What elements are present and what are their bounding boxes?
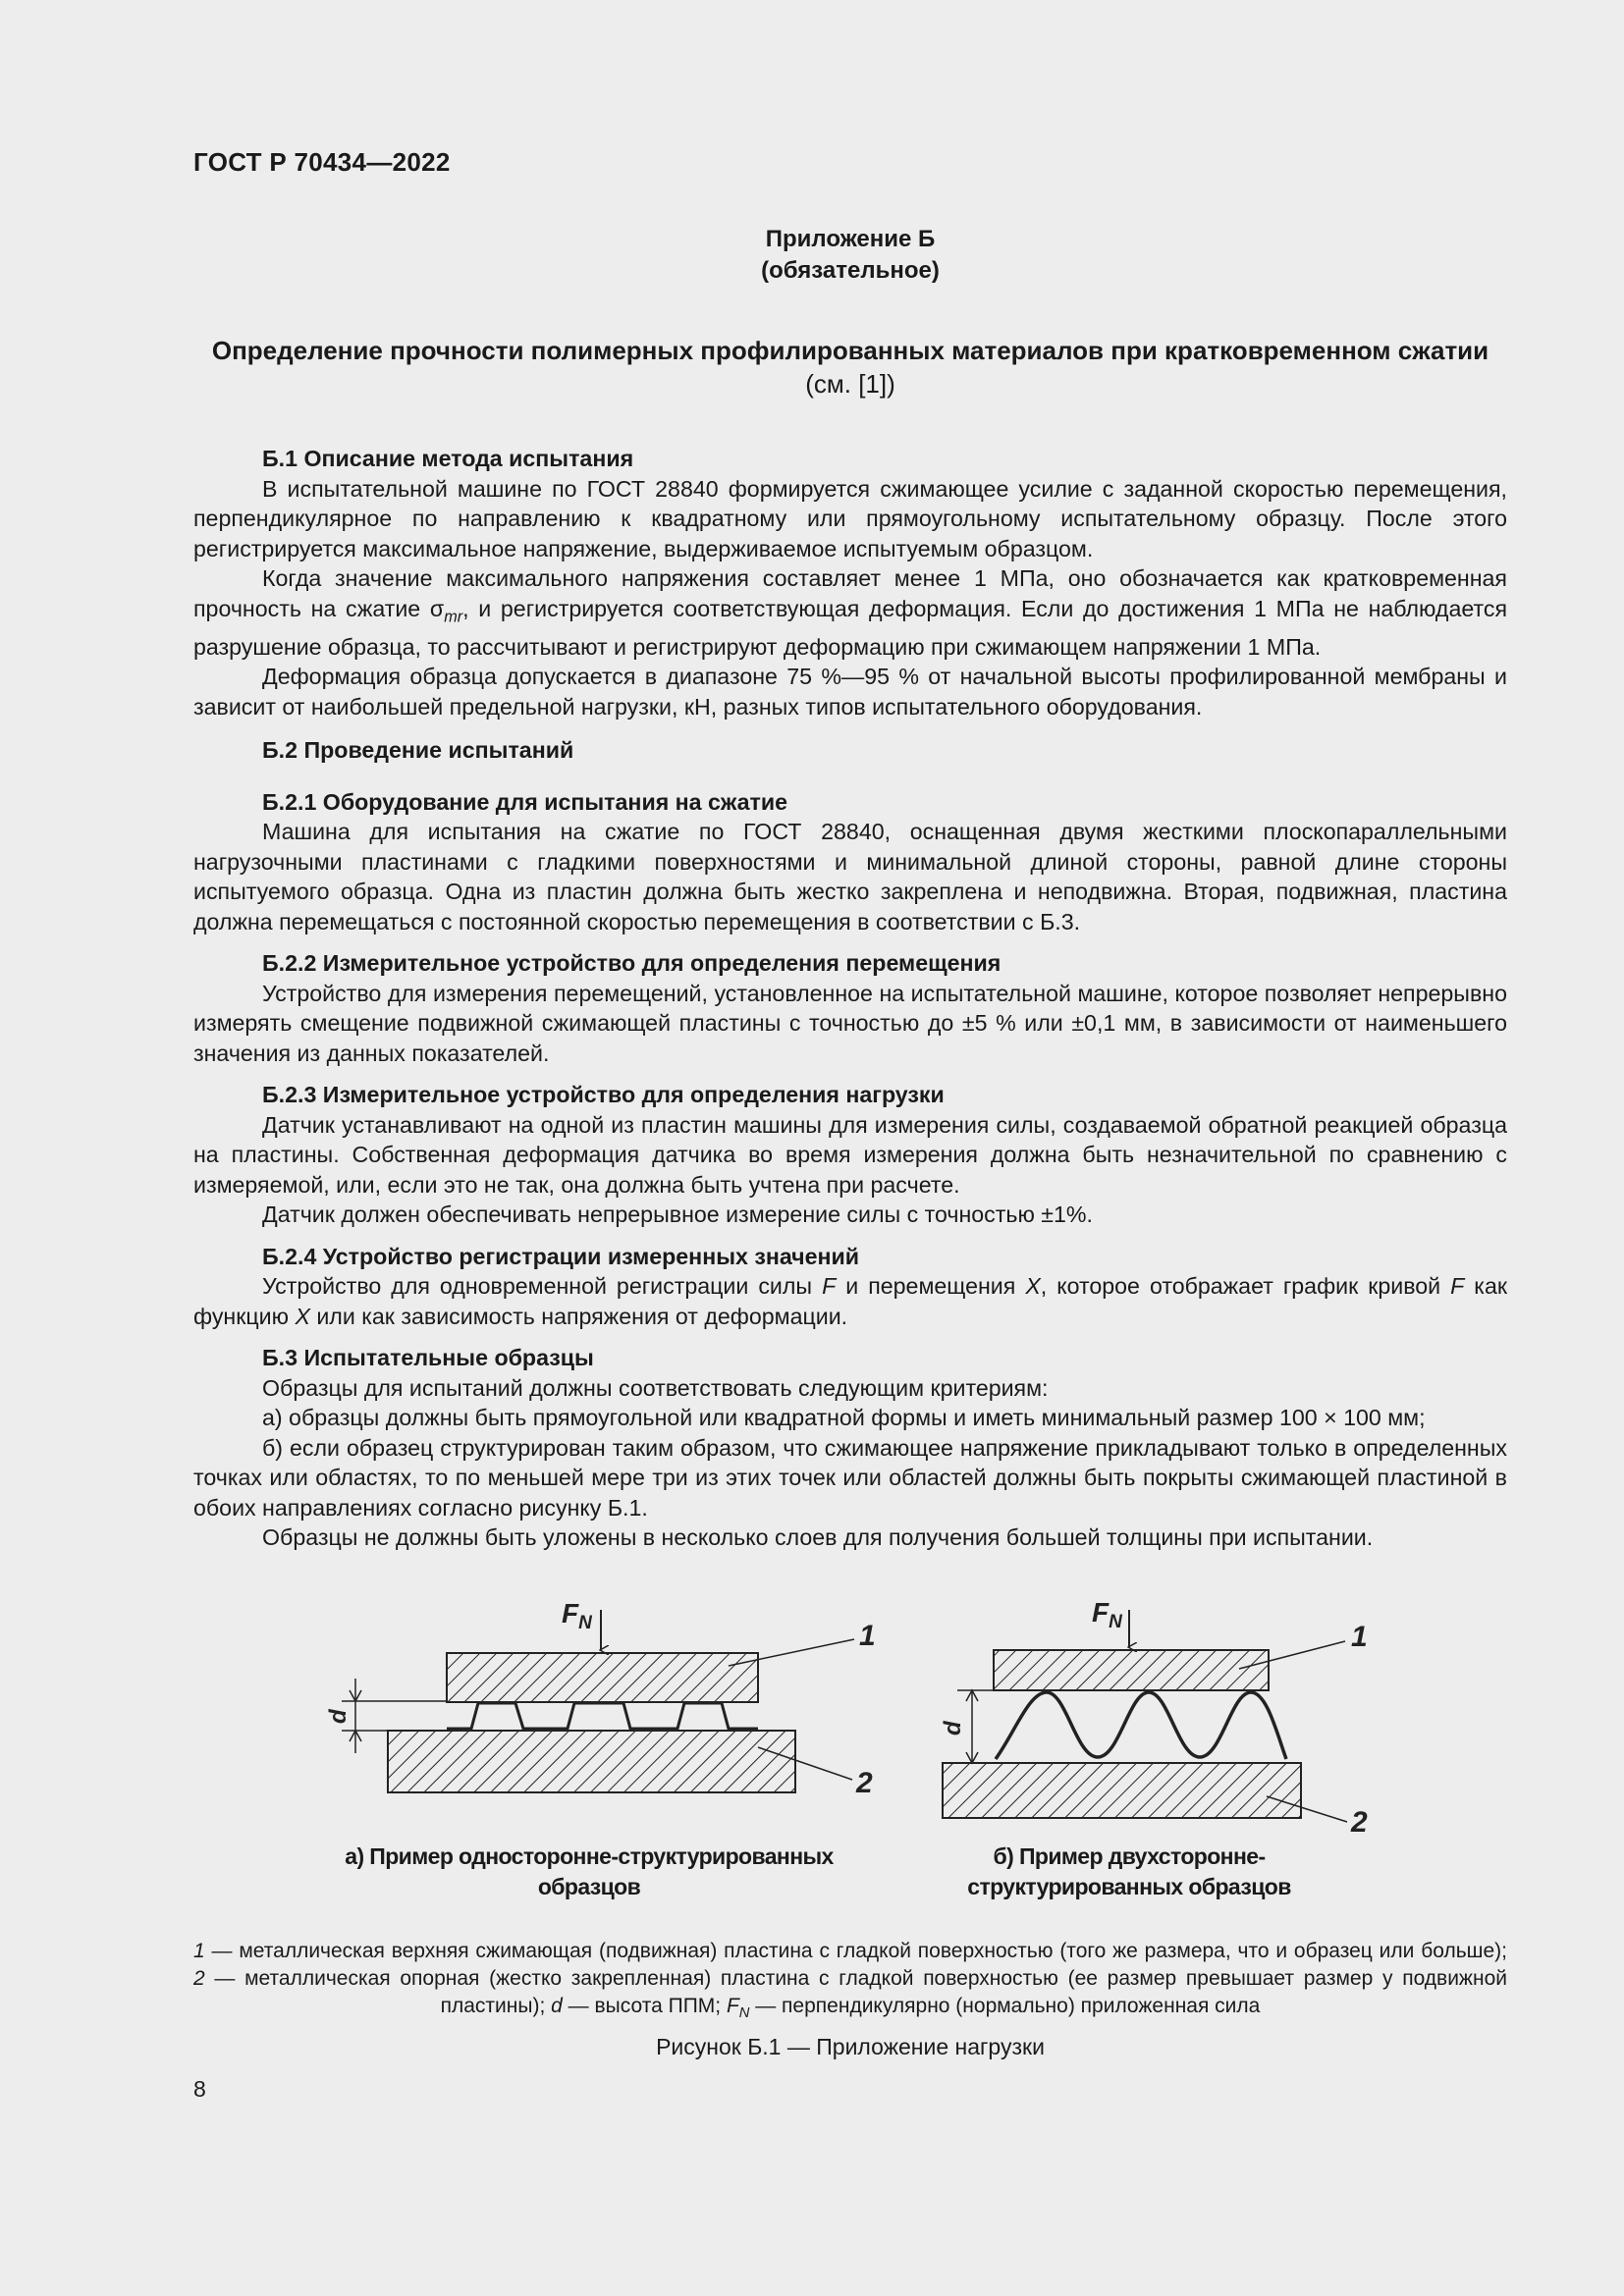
symbol-f: F <box>822 1273 837 1300</box>
legend-key: F <box>726 1995 739 2017</box>
text-span: , которое отображает график кривой <box>1040 1273 1451 1300</box>
paragraph: Образцы для испытаний должны соответствовать следующим критериям: <box>262 1374 1049 1401</box>
subscript: N <box>738 2005 750 2022</box>
main-title-text: Определение прочности полимерных профилированных материалов при кратковременном сжатии <box>211 336 1489 365</box>
label-2-b: 2 <box>1351 1806 1368 1839</box>
paragraph: Машина для испытания на сжатие по ГОСТ 28840, оснащенная двумя жесткими плоскопараллельными нагрузочными пластинами с гладкими поверхностями и минимальной длиной стороны, равной длине стороны испытуемого образца. Одна из пластин должна быть жестко закреплена и неподвижна. Вторая, подвижная, пластина должна перемещаться с постоянной скоростью перемещения в соответствии с Б.3. <box>193 819 1507 934</box>
text-span: Когда значение максимального напряжения составляет менее 1 МПа, оно обозначается как кратковременная прочность на сжатие σ <box>193 565 1507 621</box>
paragraph: Образцы не должны быть уложены в несколько слоев для получения большей толщины при испытании. <box>262 1524 1374 1551</box>
text-span: или как зависимость напряжения от деформации. <box>309 1303 848 1329</box>
appendix-status: (обязательное) <box>761 257 940 284</box>
upper-plate <box>994 1650 1269 1690</box>
lower-plate <box>388 1731 795 1792</box>
subscript: mr <box>444 608 463 626</box>
symbol-x: X <box>1025 1273 1041 1300</box>
text-span: и перемещения <box>836 1273 1026 1300</box>
main-title-ref: (см. [1]) <box>805 369 895 399</box>
paragraph: Датчик устанавливают на одной из пластин машины для измерения силы, создаваемой обратной реакцией образца на пластины. Собственная деформация датчика во время измерения должна быть незначительной по сравнению с измеряемой, или, если это не так, она должна быть учтена при расчете. <box>193 1111 1507 1198</box>
page-number: 8 <box>193 2076 206 2102</box>
paragraph: Датчик должен обеспечивать непрерывное измерение силы с точностью ±1%. <box>262 1201 1093 1228</box>
appendix-title: Приложение Б <box>765 226 936 252</box>
text-span: Устройство для одновременной регистрации силы <box>262 1273 823 1300</box>
symbol-x: X <box>295 1303 310 1329</box>
legend-key: 2 <box>193 1967 205 1990</box>
section-heading-b24: Б.2.4 Устройство регистрации измеренных значений <box>262 1243 860 1269</box>
symbol-f: F <box>1450 1273 1465 1300</box>
section-heading-b23: Б.2.3 Измерительное устройство для определения нагрузки <box>262 1082 945 1108</box>
diagram-a <box>325 1598 876 1799</box>
section-heading-b1: Б.1 Описание метода испытания <box>262 446 634 471</box>
legend-key: d <box>551 1995 563 2017</box>
legend-text: — перпендикулярно (нормально) приложенная сила <box>749 1995 1261 2017</box>
dimension-label-d-a: d <box>325 1709 352 1724</box>
legend-text: — металлическая верхняя сжимающая (подвижная) пластина с гладкой поверхностью (того же размера, что и образец или больше); <box>204 1940 1507 1962</box>
paragraph <box>193 563 1507 662</box>
diagram-b <box>940 1597 1368 1839</box>
paragraph: Деформация образца допускается в диапазоне 75 %—95 % от начальной высоты профилированной мембраны и зависит от наибольшей предельной нагрузки, кН, разных типов испытательного оборудования. <box>193 664 1507 720</box>
caption-b <box>923 1842 1335 1902</box>
double-sided-profile <box>996 1692 1286 1759</box>
caption-a-line: образцов <box>537 1874 641 1899</box>
document-code: ГОСТ Р 70434—2022 <box>193 147 451 177</box>
lower-plate <box>943 1763 1301 1818</box>
paragraph: В испытательной машине по ГОСТ 28840 формируется сжимающее усилие с заданной скоростью перемещения, перпендикулярное по направлению к квадратному или прямоугольному испытательному образцу. После этого регистрируется максимальное напряжение, выдерживаемое испытуемым образцом. <box>193 475 1507 561</box>
body-text <box>193 444 1507 1553</box>
upper-plate <box>447 1653 758 1702</box>
force-label-b: $F_N$ <box>1092 1597 1122 1632</box>
paragraph <box>193 1271 1507 1331</box>
section-heading-b2: Б.2 Проведение испытаний <box>262 737 574 764</box>
section-heading-b22: Б.2.2 Измерительное устройство для определения перемещения <box>262 950 1001 977</box>
section-heading-b21: Б.2.1 Оборудование для испытания на сжатие <box>262 788 788 815</box>
single-sided-profile <box>447 1703 758 1731</box>
section-heading-b3: Б.3 Испытательные образцы <box>262 1345 594 1371</box>
main-title <box>193 334 1507 400</box>
legend-text: — металлическая опорная (жестко закрепленная) пластина с гладкой поверхностью (ее размер превышает размер у подвижной пластины); <box>204 1967 1507 2017</box>
label-1-a: 1 <box>859 1620 876 1652</box>
legend-key: 1 <box>193 1940 205 1962</box>
appendix-heading <box>193 224 1507 287</box>
caption-b-line: б) Пример двухсторонне- <box>993 1843 1266 1869</box>
label-1-b: 1 <box>1351 1621 1368 1653</box>
caption-b-line: структурированных образцов <box>967 1874 1291 1899</box>
list-item: а) образцы должны быть прямоугольной или квадратной формы и иметь минимальный размер 100 × 100 мм; <box>262 1405 1426 1431</box>
figure-caption: Рисунок Б.1 — Приложение нагрузки <box>656 2034 1045 2059</box>
paragraph: Устройство для измерения перемещений, установленное на испытательной машине, которое позволяет непрерывно измерять смещение подвижной сжимающей пластины с точностью до ±5 % или ±0,1 мм, в зависимости от наименьшего значения из данных показателей. <box>193 980 1507 1066</box>
label-2-a: 2 <box>856 1767 873 1799</box>
dimension-label-d-b: d <box>940 1721 966 1735</box>
list-item: б) если образец структурирован таким образом, что сжимающее напряжение прикладывают только в определенных точках или областях, то по меньшей мере три из этих точек или областей должны быть покрыты сжимающей пластиной в обоих направлениях согласно рисунку Б.1. <box>193 1434 1507 1521</box>
force-label-a: $F_N$ <box>562 1598 592 1633</box>
text-span: как функцию <box>193 1273 1508 1329</box>
caption-a-line: а) Пример односторонне-структурированных <box>345 1843 834 1869</box>
caption-a <box>314 1842 864 1902</box>
figure-legend <box>193 1938 1507 2027</box>
legend-text: — высота ППМ; <box>562 1995 727 2017</box>
text-span: , и регистрируется соответствующая деформация. Если до достижения 1 МПа не наблюдается разрушение образца, то рассчитывают и регистрируют деформацию при сжимающем напряжении 1 МПа. <box>193 595 1507 660</box>
